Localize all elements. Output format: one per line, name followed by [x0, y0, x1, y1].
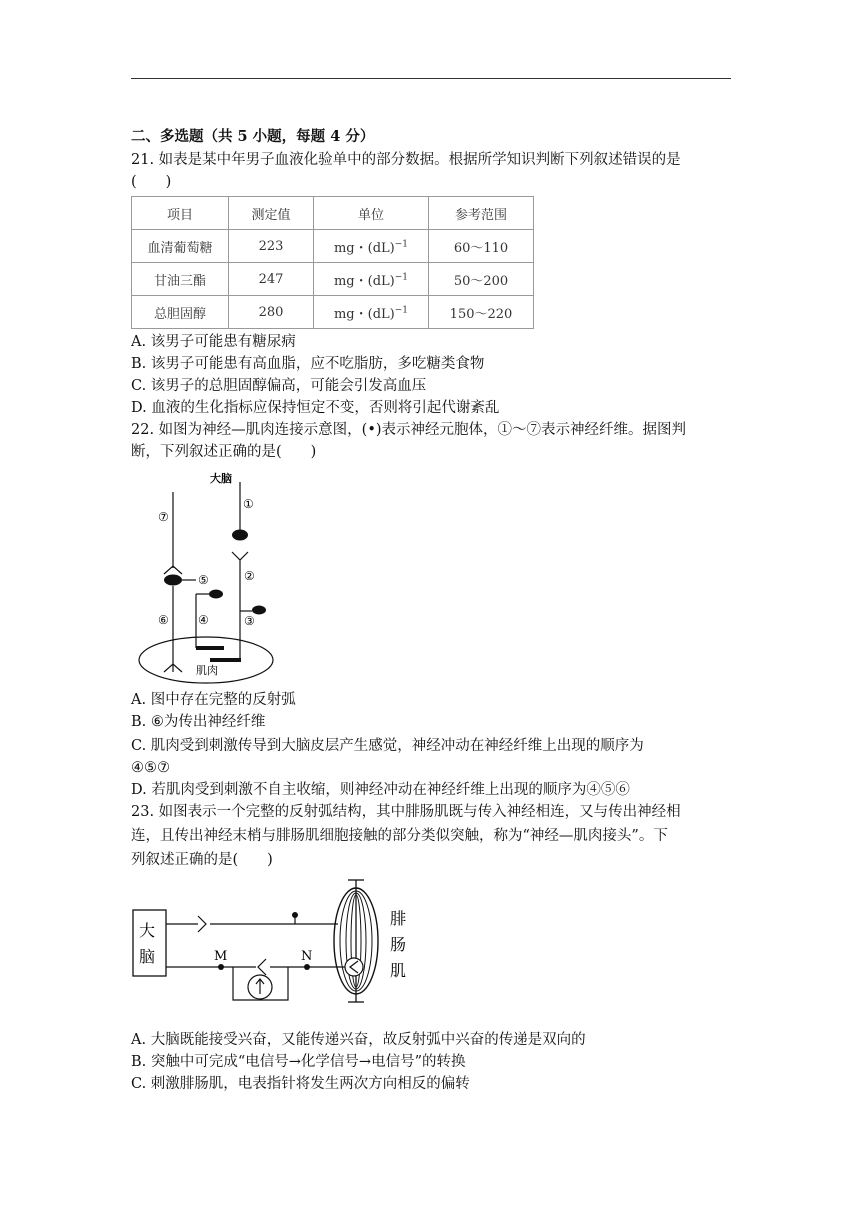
receptor-plate [196, 646, 224, 650]
point-n-label: N [301, 949, 313, 964]
q23-option-c: C. 刺激腓肠肌，电表指针将发生两次方向相反的偏转 [131, 1076, 470, 1092]
brain-box [133, 910, 166, 976]
unit-text: mg・(dL) [333, 240, 395, 256]
table-header-cell: 参考范围 [429, 197, 534, 230]
fiber-label-7: ⑦ [158, 510, 169, 524]
unit-exponent: −1 [394, 272, 409, 283]
muscle-label-1: 腓 [390, 909, 407, 928]
fiber-label-4: ④ [198, 613, 209, 627]
table-cell [314, 263, 429, 296]
table-cell [314, 230, 429, 263]
q23-option-b: B. 突触中可完成“电信号→化学信号→电信号”的转换 [131, 1054, 466, 1070]
table-cell: 血清葡萄糖 [132, 230, 229, 263]
cell-body [232, 530, 248, 541]
q23-stem-line2: 连，且传出神经末梢与腓肠肌细胞接触的部分类似突触，称为“神经—肌肉接头”。下 [131, 828, 668, 844]
table-cell: 甘油三酯 [132, 263, 229, 296]
fiber-label-5: ⑤ [198, 573, 209, 587]
table-cell [314, 296, 429, 329]
cell-body [209, 590, 223, 599]
table-row [132, 263, 534, 296]
fiber-label-2: ② [244, 569, 255, 583]
q21-option-c: C. 该男子的总胆固醇偏高，可能会引发高血压 [131, 378, 427, 394]
unit-text: mg・(dL) [333, 306, 395, 322]
neuromuscular-diagram [128, 466, 288, 686]
table-row [132, 230, 534, 263]
muscle-label-3: 肌 [390, 961, 407, 980]
point-m-dot [218, 964, 224, 970]
brain-label-2: 脑 [139, 947, 156, 966]
q21-option-d: D. 血液的生化指标应保持恒定不变，否则将引起代谢紊乱 [131, 400, 500, 416]
fiber-label-1: ① [243, 497, 254, 511]
muscle-label-2: 肠 [390, 935, 407, 954]
table-cell: 50～200 [429, 263, 534, 296]
header-rule [131, 78, 731, 79]
table-header-cell: 测定值 [229, 197, 314, 230]
q22-option-c: C. 肌肉受到刺激传导到大脑皮层产生感觉，神经冲动在神经纤维上出现的顺序为 [131, 738, 644, 754]
q22-option-c-cont: ④⑤⑦ [131, 760, 170, 776]
fiber-label-6: ⑥ [158, 613, 169, 627]
point-m-label: M [214, 949, 228, 964]
q22-option-b: B. ⑥为传出神经纤维 [131, 714, 266, 730]
table-cell: 总胆固醇 [132, 296, 229, 329]
table-cell: 60～110 [429, 230, 534, 263]
q21-stem-line2: ( ) [131, 174, 172, 190]
table-cell: 223 [229, 230, 314, 263]
table-row [132, 296, 534, 329]
q23-option-a: A. 大脑既能接受兴奋，又能传递兴奋，故反射弧中兴奋的传递是双向的 [131, 1032, 586, 1048]
table-header-row [132, 197, 534, 230]
q21-option-b: B. 该男子可能患有高血脂，应不吃脂肪，多吃糖类食物 [131, 356, 485, 372]
fiber-label-3: ③ [244, 614, 255, 628]
q21-option-a: A. 该男子可能患有糖尿病 [131, 334, 296, 350]
section-header: 二、多选题（共 5 小题，每题 4 分） [131, 128, 375, 145]
q21-stem-line1: 21. 如表是某中年男子血液化验单中的部分数据。根据所学知识判断下列叙述错误的是 [131, 152, 681, 168]
q22-option-d: D. 若肌肉受到刺激不自主收缩，则神经冲动在神经纤维上出现的顺序为④⑤⑥ [131, 782, 630, 798]
q22-stem-line2: 断，下列叙述正确的是( ) [131, 444, 317, 460]
unit-text: mg・(dL) [333, 273, 395, 289]
synapse-mark [258, 959, 266, 975]
q23-stem-line3: 列叙述正确的是( ) [131, 852, 273, 868]
end-plate [210, 658, 241, 662]
cell-body [164, 575, 182, 586]
muscle-label: 肌肉 [196, 664, 218, 677]
synapse-mark [232, 552, 248, 560]
cell-body [292, 912, 298, 918]
table-header-cell: 项目 [132, 197, 229, 230]
neuromuscular-junction [345, 958, 363, 976]
table-cell: 247 [229, 263, 314, 296]
q23-stem-line1: 23. 如图表示一个完整的反射弧结构，其中腓肠肌既与传入神经相连，又与传出神经相 [131, 804, 681, 820]
unit-exponent: −1 [394, 239, 409, 250]
table-cell: 150～220 [429, 296, 534, 329]
brain-label-1: 大 [139, 921, 156, 940]
brain-label: 大脑 [210, 472, 232, 485]
reflex-arc-diagram [128, 876, 428, 1006]
point-n-dot [304, 964, 310, 970]
table-cell: 280 [229, 296, 314, 329]
blood-test-table [131, 196, 534, 329]
table-header-cell: 单位 [314, 197, 429, 230]
q22-stem-line1: 22. 如图为神经—肌肉连接示意图，(•)表示神经元胞体，①～⑦表示神经纤维。据图判 [131, 422, 687, 438]
synapse-mark [198, 916, 206, 932]
q22-option-a: A. 图中存在完整的反射弧 [131, 692, 296, 708]
unit-exponent: −1 [394, 305, 409, 316]
